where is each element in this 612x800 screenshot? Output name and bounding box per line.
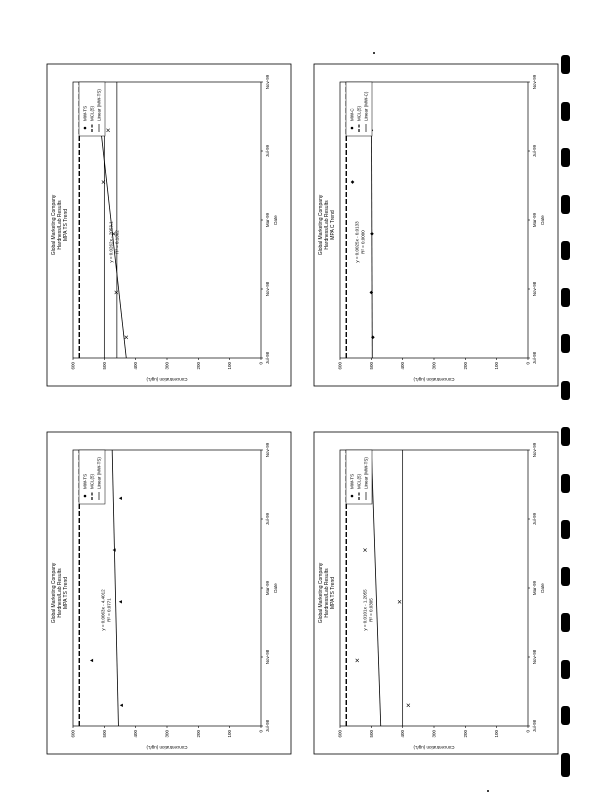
chart-svg bbox=[310, 428, 562, 758]
legend-entry: MCL(5) bbox=[89, 473, 95, 489]
y-tick-label: 500 bbox=[101, 362, 107, 370]
x-tick-label: Nov-98 bbox=[532, 281, 537, 297]
binder-edge-mark bbox=[561, 334, 570, 353]
y-tick-label: 300 bbox=[431, 362, 437, 370]
data-point-x bbox=[115, 291, 118, 294]
y-tick-label: 200 bbox=[195, 730, 201, 738]
legend-entry: MW-TS bbox=[82, 105, 88, 121]
y-tick-label: 600 bbox=[70, 730, 76, 738]
x-axis-label: Date bbox=[273, 215, 278, 225]
chart-rotated-group bbox=[47, 432, 291, 754]
y-axis-label: Concentration (ug/L) bbox=[146, 377, 188, 382]
regression-annotation: R² = 0.0771 bbox=[106, 598, 112, 622]
y-tick-label: 300 bbox=[164, 730, 170, 738]
y-tick-label: 500 bbox=[368, 362, 374, 370]
legend-entry: MW-TS bbox=[349, 473, 355, 489]
chart-bottom-right bbox=[310, 428, 562, 758]
x-axis-label: Date bbox=[273, 583, 278, 593]
regression-annotation: y = 0.0101x - 1.2055 bbox=[362, 589, 368, 631]
chart-title-line: MPA TS Trend bbox=[63, 576, 69, 610]
chart-title-line: Hardness/Lab Results bbox=[57, 568, 63, 618]
legend-entry: Linear (MW-TS) bbox=[96, 89, 102, 121]
binder-edge-mark bbox=[561, 102, 570, 121]
y-tick-label: 300 bbox=[431, 730, 437, 738]
data-point-x bbox=[356, 659, 359, 662]
y-tick-label: 200 bbox=[462, 362, 468, 370]
legend-entry: Linear (MW-TS) bbox=[96, 457, 102, 489]
x-tick-label: Nov-98 bbox=[265, 649, 270, 665]
chart-bottom-left bbox=[43, 428, 295, 758]
binder-edge-mark bbox=[561, 660, 570, 679]
data-point-x bbox=[407, 704, 410, 707]
x-tick-label: Jul-99 bbox=[265, 512, 270, 526]
binder-edge-mark bbox=[561, 288, 570, 307]
data-point-x bbox=[363, 548, 366, 551]
y-tick-label: 100 bbox=[494, 730, 500, 738]
chart-title-line: Global Marketing Company bbox=[51, 194, 57, 256]
legend-entry: Linear (MW-TS) bbox=[363, 457, 369, 489]
chart-title-line: Hardness/Lab Results bbox=[57, 200, 63, 250]
data-point-triangle bbox=[119, 600, 122, 603]
y-tick-label: 600 bbox=[337, 362, 343, 370]
legend-marker-swatch bbox=[84, 495, 87, 498]
binder-edge-mark bbox=[561, 427, 570, 446]
data-point-triangle bbox=[120, 704, 123, 707]
trend-line bbox=[368, 450, 380, 726]
x-axis-label: Date bbox=[540, 583, 545, 593]
chart-svg bbox=[43, 60, 295, 390]
data-point-diamond bbox=[351, 180, 355, 184]
y-tick-label: 400 bbox=[133, 730, 139, 738]
x-tick-label: Mar-99 bbox=[532, 212, 537, 228]
y-tick-label: 200 bbox=[195, 362, 201, 370]
chart-title-line: Hardness/Lab Results bbox=[324, 568, 330, 618]
binder-edge-mark bbox=[561, 567, 570, 586]
y-tick-label: 300 bbox=[164, 362, 170, 370]
data-point-diamond bbox=[370, 291, 374, 295]
regression-annotation: y = 0.0262x - 2053.1 bbox=[108, 221, 114, 263]
x-tick-label: Nov-98 bbox=[265, 281, 270, 297]
chart-title-line: Global Marketing Company bbox=[318, 194, 324, 256]
regression-annotation: y = 0.0063x - 4.4012 bbox=[100, 589, 106, 631]
trend-line bbox=[112, 450, 118, 726]
regression-annotation: R² = 0.0305 bbox=[368, 598, 374, 622]
binder-edge-mark bbox=[561, 706, 570, 725]
binder-edge-mark bbox=[561, 381, 570, 400]
x-tick-label: Mar-99 bbox=[265, 212, 270, 228]
legend-entry: MCL(5) bbox=[356, 105, 362, 121]
y-tick-label: 500 bbox=[368, 730, 374, 738]
x-axis-label: Date bbox=[540, 215, 545, 225]
y-tick-label: 0 bbox=[525, 730, 531, 733]
y-tick-label: 100 bbox=[227, 730, 233, 738]
x-tick-label: Jul-98 bbox=[532, 351, 537, 365]
y-axis-label: Concentration (ug/L) bbox=[413, 745, 455, 750]
chart-title-line: Hardness/Lab Results bbox=[324, 200, 330, 250]
chart-title-line: MPA TS Trend bbox=[330, 576, 336, 610]
x-tick-label: Jul-98 bbox=[265, 351, 270, 365]
y-tick-label: 100 bbox=[227, 362, 233, 370]
y-axis-label: Concentration (ug/L) bbox=[413, 377, 455, 382]
legend-entry: MCL(5) bbox=[356, 473, 362, 489]
legend-marker-swatch bbox=[84, 127, 87, 130]
chart-rotated-group bbox=[314, 64, 558, 386]
chart-top-left bbox=[43, 60, 295, 390]
x-tick-label: Nov-99 bbox=[265, 442, 270, 458]
data-point-x bbox=[125, 336, 128, 339]
chart-rotated-group bbox=[47, 64, 291, 386]
y-tick-label: 100 bbox=[494, 362, 500, 370]
x-tick-label: Nov-99 bbox=[532, 442, 537, 458]
legend-entry: MW-C bbox=[349, 108, 355, 121]
y-tick-label: 400 bbox=[133, 362, 139, 370]
regression-annotation: R² = 0.1362 bbox=[114, 230, 120, 254]
binder-edge-mark bbox=[561, 753, 570, 777]
regression-annotation: R² = 0.0000 bbox=[360, 230, 366, 254]
y-tick-label: 400 bbox=[400, 362, 406, 370]
y-tick-label: 400 bbox=[400, 730, 406, 738]
y-tick-label: 600 bbox=[70, 362, 76, 370]
data-point-triangle bbox=[119, 497, 122, 500]
legend-marker-swatch bbox=[351, 127, 354, 130]
legend-entry: MW-TS bbox=[82, 473, 88, 489]
chart-title-line: MPA C Trend bbox=[330, 210, 336, 240]
chart-svg bbox=[43, 428, 295, 758]
chart-title-line: MPA TS Trend bbox=[63, 208, 69, 242]
x-tick-label: Mar-99 bbox=[532, 580, 537, 596]
x-tick-label: Jul-98 bbox=[532, 719, 537, 733]
chart-rotated-group bbox=[314, 432, 558, 754]
x-tick-label: Jul-99 bbox=[532, 144, 537, 158]
x-tick-label: Jul-99 bbox=[532, 512, 537, 526]
regression-annotation: y = 0.0025x - 0.0133 bbox=[354, 221, 360, 263]
binder-edge-mark bbox=[561, 613, 570, 632]
x-tick-label: Jul-98 bbox=[265, 719, 270, 733]
data-point-x bbox=[106, 129, 109, 132]
chart-top-right bbox=[310, 60, 562, 390]
legend-entry: Linear (MW-C) bbox=[363, 91, 369, 121]
legend-marker-swatch bbox=[351, 495, 354, 498]
chart-title-line: Global Marketing Company bbox=[51, 562, 57, 624]
binder-edge-mark bbox=[561, 195, 570, 214]
y-tick-label: 0 bbox=[258, 362, 264, 365]
x-tick-label: Nov-98 bbox=[532, 649, 537, 665]
binder-edge-mark bbox=[561, 520, 570, 539]
data-point-diamond bbox=[371, 336, 375, 340]
data-point-triangle bbox=[90, 659, 93, 662]
x-tick-label: Jul-99 bbox=[265, 144, 270, 158]
y-tick-label: 500 bbox=[101, 730, 107, 738]
y-tick-label: 200 bbox=[462, 730, 468, 738]
x-tick-label: Nov-99 bbox=[532, 74, 537, 90]
y-tick-label: 600 bbox=[337, 730, 343, 738]
binder-edge-mark bbox=[561, 241, 570, 260]
scan-speck bbox=[373, 52, 375, 54]
chart-svg bbox=[310, 60, 562, 390]
binder-edge-mark bbox=[561, 148, 570, 167]
binder-edge-mark bbox=[561, 55, 570, 74]
y-axis-label: Concentration (ug/L) bbox=[146, 745, 188, 750]
data-point-x bbox=[398, 600, 401, 603]
x-tick-label: Mar-99 bbox=[265, 580, 270, 596]
x-tick-label: Nov-99 bbox=[265, 74, 270, 90]
y-tick-label: 0 bbox=[258, 730, 264, 733]
y-tick-label: 0 bbox=[525, 362, 531, 365]
scan-speck bbox=[487, 790, 489, 792]
binder-edge-mark bbox=[561, 474, 570, 493]
chart-title-line: Global Marketing Company bbox=[318, 562, 324, 624]
legend-entry: MCL(5) bbox=[89, 105, 95, 121]
